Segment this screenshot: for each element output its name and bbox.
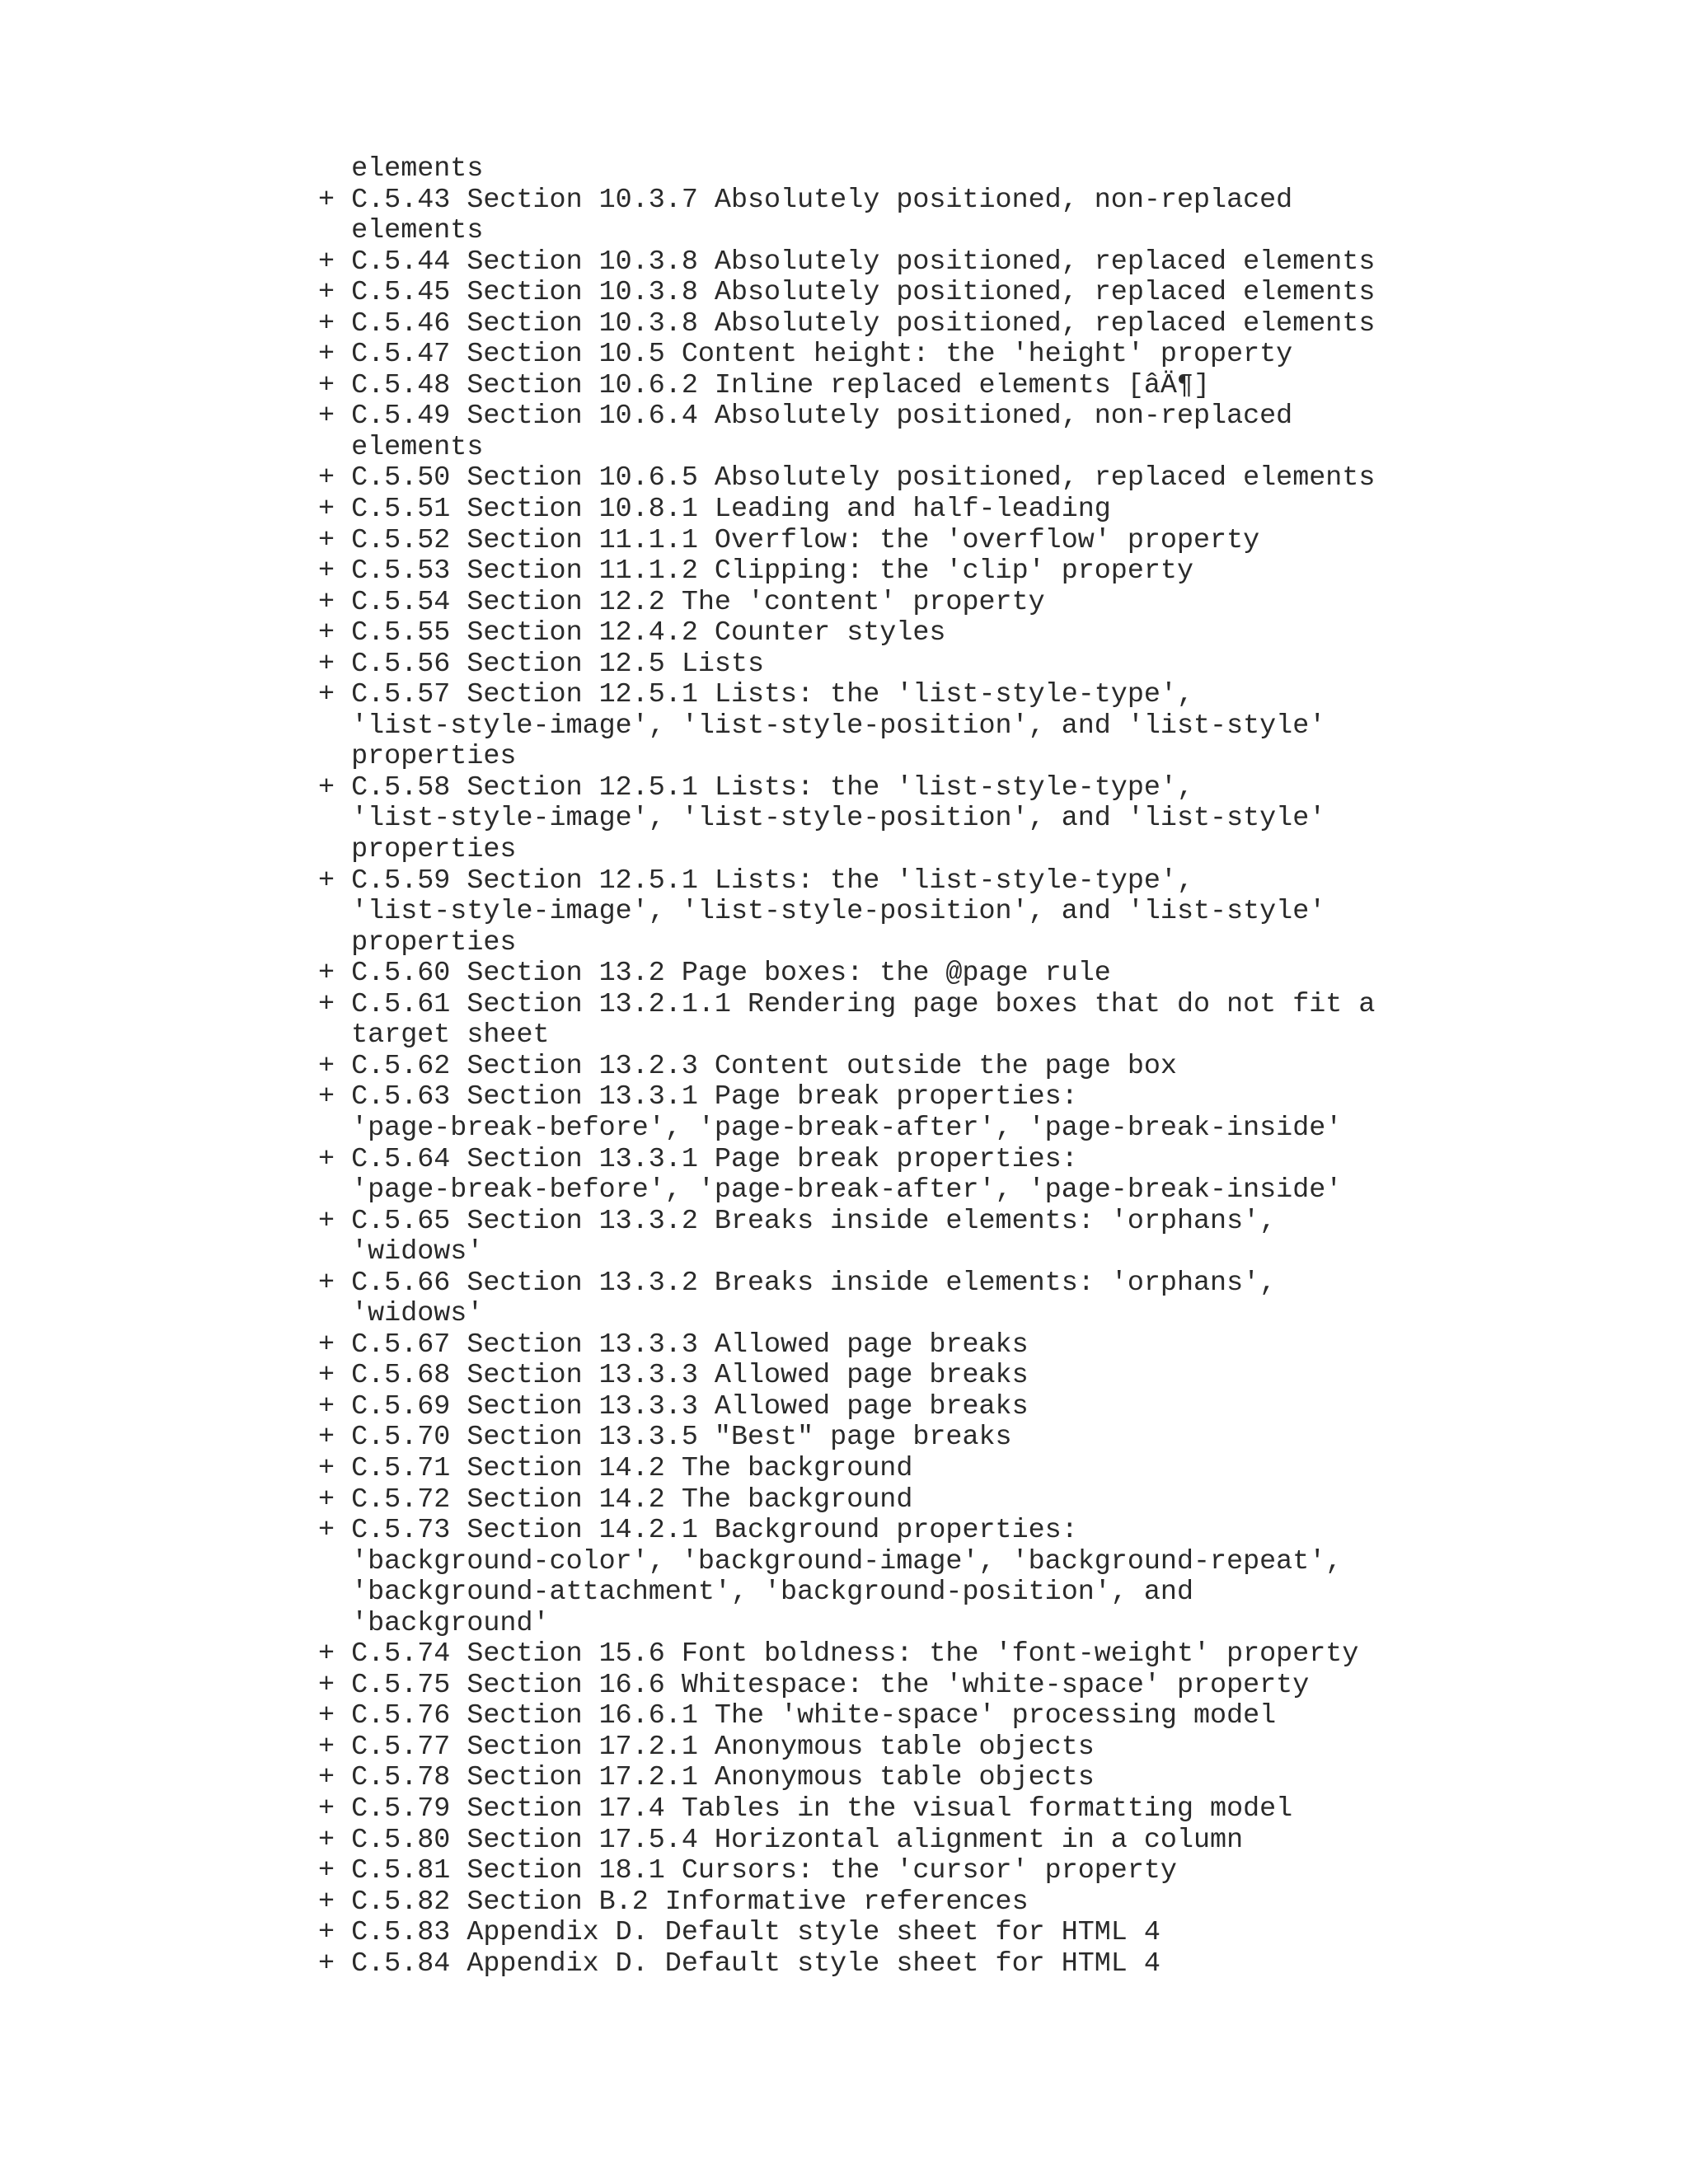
change-list-line: 'page-break-before', 'page-break-after', 'page-break-inside' <box>318 1112 1343 1144</box>
change-list-line: properties <box>318 926 517 958</box>
change-list-line: + C.5.59 Section 12.5.1 Lists: the 'list-style-type', <box>318 865 1193 897</box>
change-list-line: + C.5.53 Section 11.1.2 Clipping: the 'clip' property <box>318 555 1193 588</box>
change-list-line: + C.5.69 Section 13.3.3 Allowed page breaks <box>318 1390 1029 1422</box>
change-list-line: + C.5.61 Section 13.2.1.1 Rendering page boxes that do not fit a <box>318 988 1376 1020</box>
change-list-line: + C.5.65 Section 13.3.2 Breaks inside elements: 'orphans', <box>318 1205 1277 1237</box>
change-list-line: + C.5.83 Appendix D. Default style sheet for HTML 4 <box>318 1917 1160 1949</box>
change-list-line: + C.5.47 Section 10.5 Content height: the 'height' property <box>318 339 1293 371</box>
change-list-line: + C.5.43 Section 10.3.7 Absolutely positioned, non-replaced <box>318 184 1293 216</box>
change-list-line: 'list-style-image', 'list-style-position', and 'list-style' <box>318 710 1326 742</box>
changes-list <box>318 154 1375 1980</box>
change-list-line: properties <box>318 834 517 866</box>
change-list-line: + C.5.62 Section 13.2.3 Content outside the page box <box>318 1050 1177 1082</box>
change-list-line: + C.5.56 Section 12.5 Lists <box>318 648 765 680</box>
change-list-line: + C.5.45 Section 10.3.8 Absolutely positioned, replaced elements <box>318 277 1376 309</box>
change-list-line: 'widows' <box>318 1298 484 1330</box>
change-list-line: + C.5.82 Section B.2 Informative references <box>318 1886 1029 1918</box>
change-list-line: 'list-style-image', 'list-style-position', and 'list-style' <box>318 896 1326 928</box>
change-list-line: + C.5.77 Section 17.2.1 Anonymous table objects <box>318 1731 1095 1763</box>
change-list-line: + C.5.68 Section 13.3.3 Allowed page breaks <box>318 1360 1029 1392</box>
change-list-line: properties <box>318 741 517 773</box>
change-list-line: elements <box>318 153 484 185</box>
change-list-line: 'background-color', 'background-image', 'background-repeat', <box>318 1545 1343 1577</box>
change-list-line: + C.5.55 Section 12.4.2 Counter styles <box>318 617 946 649</box>
change-list-line: target sheet <box>318 1019 550 1052</box>
change-list-line: + C.5.64 Section 13.3.1 Page break properties: <box>318 1143 1078 1175</box>
change-list-line: + C.5.79 Section 17.4 Tables in the visual formatting model <box>318 1793 1293 1825</box>
change-list-line: elements <box>318 431 484 463</box>
change-list-line: + C.5.44 Section 10.3.8 Absolutely positioned, replaced elements <box>318 246 1376 278</box>
change-list-line: + C.5.70 Section 13.3.5 "Best" page breaks <box>318 1422 1012 1454</box>
change-list-line: + C.5.72 Section 14.2 The background <box>318 1483 913 1516</box>
change-list-line: + C.5.50 Section 10.6.5 Absolutely positioned, replaced elements <box>318 462 1376 494</box>
change-list-line: + C.5.51 Section 10.8.1 Leading and half-leading <box>318 494 1111 526</box>
change-list-line: + C.5.46 Section 10.3.8 Absolutely positioned, replaced elements <box>318 307 1376 340</box>
change-list-line: + C.5.52 Section 11.1.1 Overflow: the 'overflow' property <box>318 524 1260 556</box>
change-list-line: + C.5.48 Section 10.6.2 Inline replaced elements [âÄ¶] <box>318 369 1211 401</box>
change-list-line: + C.5.84 Appendix D. Default style sheet for HTML 4 <box>318 1947 1160 1980</box>
change-list-line: + C.5.54 Section 12.2 The 'content' property <box>318 586 1045 618</box>
change-list-line: 'background-attachment', 'background-position', and <box>318 1577 1193 1609</box>
change-list-line: + C.5.63 Section 13.3.1 Page break properties: <box>318 1081 1078 1113</box>
change-list-line: + C.5.71 Section 14.2 The background <box>318 1452 913 1484</box>
change-list-line: 'list-style-image', 'list-style-position', and 'list-style' <box>318 803 1326 835</box>
change-list-line: + C.5.73 Section 14.2.1 Background properties: <box>318 1515 1078 1547</box>
change-list-line: + C.5.76 Section 16.6.1 The 'white-space' processing model <box>318 1700 1277 1732</box>
change-list-line: + C.5.57 Section 12.5.1 Lists: the 'list-style-type', <box>318 679 1193 711</box>
change-list-line: + C.5.60 Section 13.2 Page boxes: the @page rule <box>318 958 1111 990</box>
change-list-line: + C.5.74 Section 15.6 Font boldness: the 'font-weight' property <box>318 1638 1359 1671</box>
change-list-line: + C.5.80 Section 17.5.4 Horizontal alignment in a column <box>318 1824 1244 1856</box>
change-list-line: + C.5.49 Section 10.6.4 Absolutely positioned, non-replaced <box>318 401 1293 433</box>
change-list-line: 'widows' <box>318 1236 484 1268</box>
change-list-line: 'page-break-before', 'page-break-after', 'page-break-inside' <box>318 1174 1343 1207</box>
change-list-line: + C.5.78 Section 17.2.1 Anonymous table objects <box>318 1762 1095 1794</box>
change-list-line: 'background' <box>318 1607 550 1639</box>
change-list-line: elements <box>318 215 484 247</box>
change-list-line: + C.5.81 Section 18.1 Cursors: the 'cursor' property <box>318 1855 1177 1887</box>
change-list-line: + C.5.75 Section 16.6 Whitespace: the 'white-space' property <box>318 1669 1310 1701</box>
change-list-line: + C.5.66 Section 13.3.2 Breaks inside elements: 'orphans', <box>318 1267 1277 1299</box>
change-list-line: + C.5.67 Section 13.3.3 Allowed page breaks <box>318 1329 1029 1361</box>
change-list-line: + C.5.58 Section 12.5.1 Lists: the 'list-style-type', <box>318 771 1193 804</box>
